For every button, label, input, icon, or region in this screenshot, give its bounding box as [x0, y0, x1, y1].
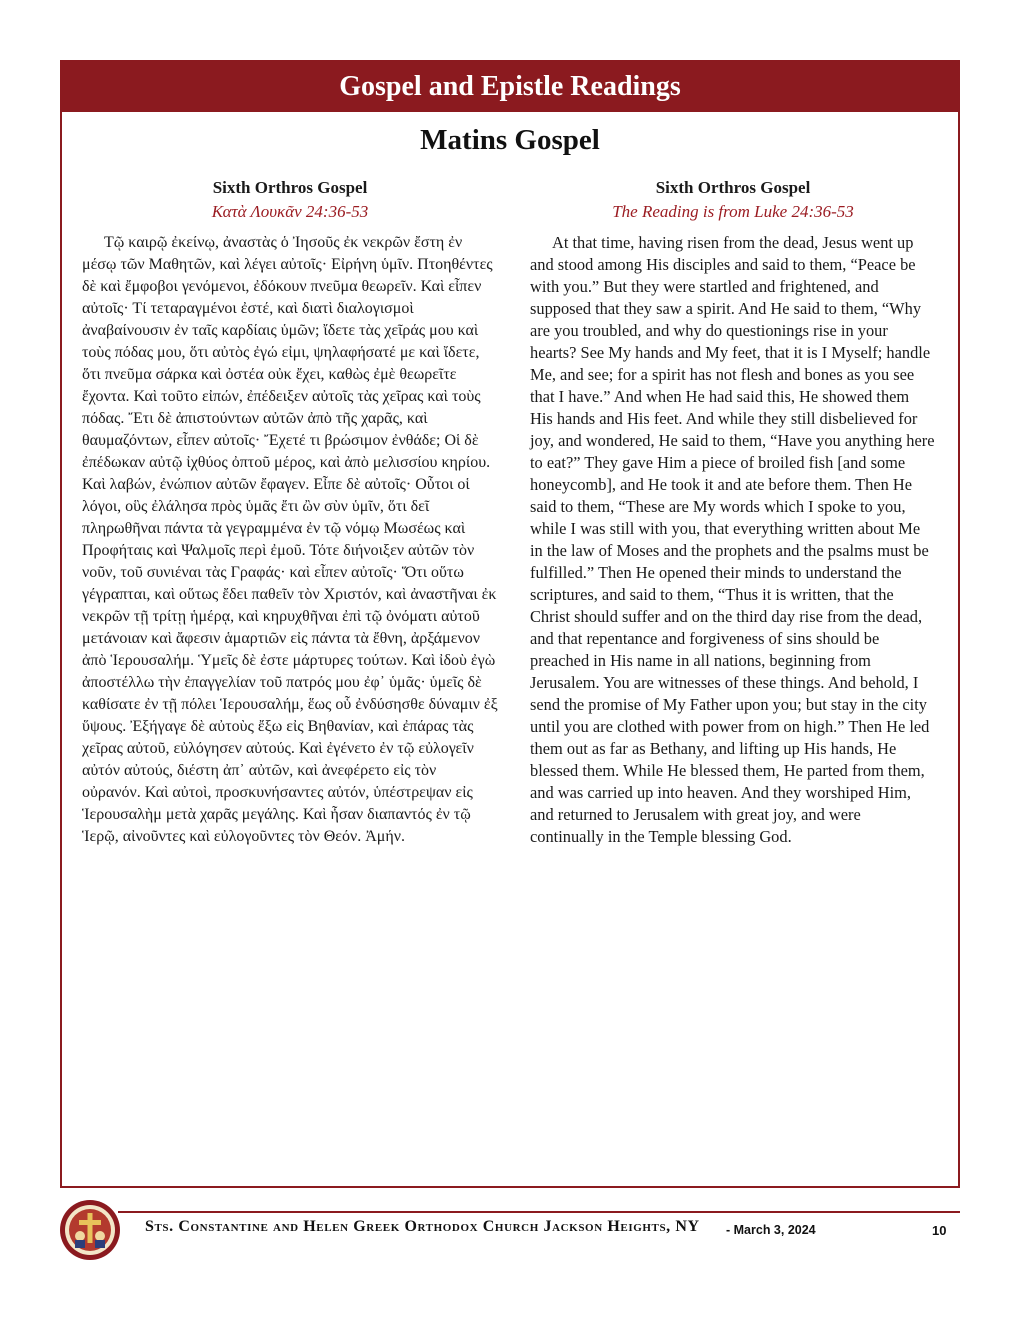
- footer-church-name: Sts. Constantine and Helen Greek Orthodox Church Jackson Heights, NY: [145, 1218, 700, 1235]
- english-subheading: The Reading is from Luke 24:36-53: [612, 202, 854, 221]
- church-seal-icon: [58, 1198, 122, 1262]
- readings-frame: [60, 60, 960, 1188]
- english-heading: Sixth Orthros Gospel: [655, 178, 811, 197]
- english-reading-text: At that time, having risen from the dead, Jesus went up and stood among His disciples and said to them, “Peace be with you.” But they were startled and frightened, and supposed that they saw a spirit. And He said to them, “Why are you troubled, and why do questionings rise in your hearts? See My hands and My feet, that it is I Myself; handle Me, and see; for a spirit has not flesh and bones as you see that I have.” And when He had said this, He showed them His hands and His feet. And while they still disbelieved for joy, and wondered, He said to them, “Have you anything here to eat?” They gave Him a piece of broiled fish [and some honeycomb], and He took it and ate before them. Then He said to them, “These are My words which I spoke to you, while I was still with you, that everything written about Me in the law of Moses and the prophets and the psalms must be fulfilled.” Then He opened their minds to understand the scriptures, and said to them, “Thus it is written, that the Christ should suffer and on the third day rise from the dead, and that repentance and forgiveness of sins should be preached in His name in all nations, beginning from Jerusalem. You are witnesses of these things. And behold, I send the promise of My Father upon you; but stay in the city until you are clothed with power from on high.” Then He led them out as far as Bethany, and lifting up His hands, He blessed them. While He blessed them, He parted from them, and was carried up into heaven. And they worshiped Him, and returned to Jerusalem with great joy, and were continually in the Temple blessing God.: [530, 233, 935, 846]
- footer-divider: [118, 1211, 960, 1213]
- greek-column: [82, 176, 498, 848]
- footer-date: - March 3, 2024: [726, 1223, 816, 1237]
- greek-reading-text: Τῷ καιρῷ ἐκείνῳ, ἀναστὰς ὁ Ἰησοῦς ἐκ νεκρῶν ἔστη ἐν μέσῳ τῶν Μαθητῶν, καὶ λέγει αὐτοῖς· Εἰρήνη ὑμῖν. Πτοηθέντες δὲ καὶ ἔμφοβοι γενόμενοι, ἐδόκουν πνεῦμα θεωρεῖν. Καὶ εἶπεν αὐτοῖς· Τί τεταραγμένοι ἐστέ, καὶ διατὶ διαλογισμοὶ ἀναβαίνουσιν ἐν ταῖς καρδίαις ὑμῶν; ἴδετε τὰς χεῖράς μου καὶ τοὺς πόδας μου, ὅτι αὐτὸς ἐγώ εἰμι, ψηλαφήσατέ με καὶ ἴδετε, ὅτι πνεῦμα σάρκα καὶ ὀστέα οὐκ ἔχει, καθὼς ἐμὲ θεωρεῖτε ἔχοντα. Καὶ τοῦτο εἰπών, ἐπέδειξεν αὐτοῖς τὰς χεῖρας καὶ τοὺς πόδας. Ἔτι δὲ ἀπιστούντων αὐτῶν ἀπὸ τῆς χαρᾶς, καὶ θαυμαζόντων, εἶπεν αὐτοῖς· Ἔχετέ τι βρώσιμον ἐνθάδε; Οἱ δὲ ἐπέδωκαν αὐτῷ ἰχθύος ὀπτοῦ μέρος, καὶ ἀπὸ μελισσίου κηρίου. Καὶ λαβών, ἐνώπιον αὐτῶν ἔφαγεν. Εἶπε δὲ αὐτοῖς· Οὗτοι οἱ λόγοι, οὓς ἐλάλησα πρὸς ὑμᾶς ἔτι ὢν σὺν ὑμῖν, ὅτι δεῖ πληρωθῆναι πάντα τὰ γεγραμμένα ἐν τῷ νόμῳ Μωσέως καὶ Προφήταις καὶ Ψαλμοῖς περὶ ἐμοῦ. Τότε διήνοιξεν αὐτῶν τὸν νοῦν, τοῦ συνιέναι τὰς Γραφάς· καὶ εἶπεν αὐτοῖς· Ὅτι οὕτω γέγραπται, καὶ οὕτως ἔδει παθεῖν τὸν Χριστόν, καὶ ἀναστῆναι ἐκ νεκρῶν τῇ τρίτῃ ἡμέρᾳ, καὶ κηρυχθῆναι ἐπὶ τῷ ὀνόματι αὐτοῦ μετάνοιαν καὶ ἄφεσιν ἁμαρτιῶν εἰς πάντα τὰ ἔθνη, ἀρξάμενον ἀπὸ Ἱερουσαλήμ. Ὑμεῖς δὲ ἐστε μάρτυρες τούτων. Καὶ ἰδοὺ ἐγὼ ἀποστέλλω τὴν ἐπαγγελίαν τοῦ πατρός μου ἐφ᾽ ὑμᾶς· ὑμεῖς δὲ καθίσατε ἐν τῇ πόλει Ἱερουσαλήμ, ἕως οὗ ἐνδύσησθε δύναμιν ἐξ ὕψους. Ἐξήγαγε δὲ αὐτοὺς ἔξω εἰς Βηθανίαν, καὶ ἐπάρας τὰς χεῖρας αὐτοῦ, εὐλόγησεν αὐτούς. Καὶ ἐγένετο ἐν τῷ εὐλογεῖν αὐτόν αὐτούς, διέστη ἀπ᾽ αὐτῶν, καὶ ἀνεφέρετο εἰς τὸν οὐρανόν. Καὶ αὐτοὶ, προσκυνήσαντες αὐτόν, ὑπέστρεψαν εἰς Ἱερουσαλὴμ μετὰ χαρᾶς μεγάλης. Καὶ ἦσαν διαπαντός ἐν τῷ Ἱερῷ, αἰνοῦντες καὶ εὐλογοῦντες τὸν Θεόν. Ἀμήν.: [82, 234, 498, 845]
- page-number: 10: [932, 1223, 947, 1238]
- greek-subheading: Κατὰ Λουκᾶν 24:36-53: [211, 202, 369, 221]
- greek-heading: Sixth Orthros Gospel: [212, 178, 368, 197]
- section-title: Matins Gospel: [420, 124, 600, 156]
- page-banner: Gospel and Epistle Readings: [62, 62, 958, 112]
- english-column: [530, 176, 936, 848]
